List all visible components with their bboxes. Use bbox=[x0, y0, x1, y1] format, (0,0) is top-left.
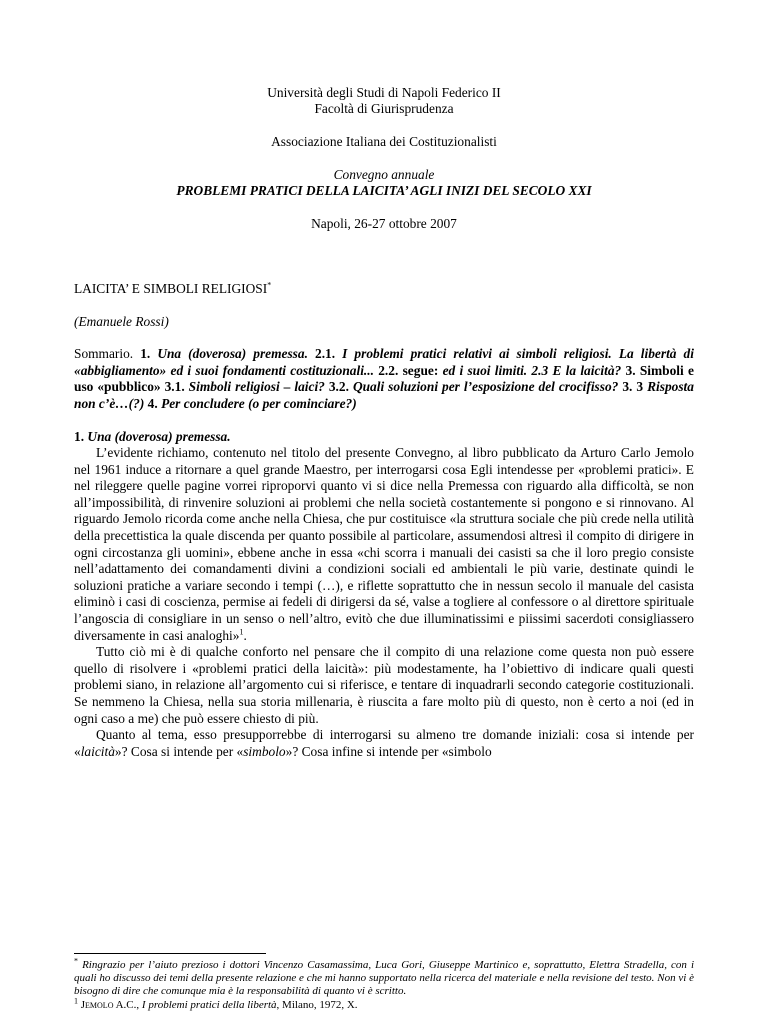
paragraph-text: simbolo bbox=[243, 743, 286, 759]
paragraph-text: L’evidente richiamo, contenuto nel titolo del presente Convegno, al libro pubblicato da Arturo Carlo Jemolo nel 1961 induce a ritornare a quel grande Maestro, per interrogarsi cosa Egli intendesse per «problemi pratici». E nel rileggere quelle pagine vorrei riproporvi quanto vi si dice nella Premessa con riguardo alla difficoltà, se non all’impossibilità, di rinvenire soluzioni ai problemi che nella società costantemente si pongono e si rinnovano. Al riguardo Jemolo ricorda come anche nella Chiesa, che pur costituisce «la struttura sociale che più crede nella utilità della precettistica la quale discenda per quanto possibile al particolare, assumendosi altresì il compito di dirigere in ogni circostanza gli uomini», ebbene anche in essa «chi scorra i manuali dei casisti sa che il loro pregio consiste nell’adattamento dei comandamenti divini a condizioni sociali ed ambientali le più varie, destinate quindi le soluzioni pratiche a variare secondo i tempi (…), e riflette soprattutto che in nessun secolo il manuale del casista eliminò i casi di coscienza, permise ai fedeli di dirigersi da sé, valse a togliere al confessore o al direttore spirituale l’angoscia di consigliare in un senso o nell’altro, evitò che due illuminatissimi e piissimi sacerdoti consigliassero diversamente in casi analoghi» bbox=[74, 445, 694, 643]
faculty-name: Facoltà di Giurisprudenza bbox=[314, 101, 454, 116]
footnotes bbox=[74, 956, 695, 1012]
summary-item: E la laicità? bbox=[552, 362, 622, 378]
footnote-mark: 1 bbox=[74, 995, 78, 1005]
footnote-1 bbox=[74, 995, 694, 1012]
title-footnote-mark: * bbox=[267, 280, 272, 290]
footnote-ref: 1 bbox=[239, 627, 244, 637]
paragraph: Tutto ciò mi è di qualche conforto nel pensare che il compito di una relazione come questa non può essere quello di risolvere i «problemi pratici della laicità»: più modestamente, ha l’obiettivo di indicare quali questi problemi siano, in relazione all’argomento cui si riferisce, e tentare di inquadrarli secondo categorie costituzionali. Se nemmeno la Chiesa, nella sua storia millenaria, è riuscita a fare molto più di questo, non è certo a noi (ed in ogni caso a me) che può essere chiesto di più. bbox=[74, 644, 694, 726]
summary-item-number: 3. bbox=[625, 362, 636, 378]
footnote-text: , Milano, 1972, X. bbox=[276, 998, 358, 1011]
summary-item-number: 4. bbox=[147, 395, 158, 411]
paragraph-text: laicità bbox=[80, 743, 115, 759]
footnote-title: I problemi pratici della libertà bbox=[141, 998, 277, 1011]
footnote-author: Jemolo A.C., bbox=[80, 998, 140, 1011]
event-type: Convegno annuale bbox=[333, 167, 435, 182]
summary-label: Sommario. bbox=[74, 346, 134, 361]
conference-title: PROBLEMI PRATICI DELLA LAICITA’ AGLI INIZI DEL SECOLO XXI bbox=[176, 183, 592, 198]
article-title bbox=[74, 281, 694, 298]
summary-item-number: 3. 3 bbox=[622, 379, 644, 395]
footnote-mark: * bbox=[74, 956, 78, 966]
summary-item: I problemi pratici relativi ai simboli religiosi. La libertà di «abbigliamento» ed i suoi fondamenti costituzionali... bbox=[74, 346, 694, 378]
paragraph-text: . bbox=[243, 627, 247, 643]
paragraph bbox=[74, 727, 694, 760]
summary-item-number: 3.2. bbox=[328, 379, 349, 395]
summary-item: Risposta non c’è…(?) bbox=[74, 379, 694, 411]
paragraph-text: »? Cosa infine si intende per «simbolo bbox=[285, 743, 492, 759]
association-name: Associazione Italiana dei Costituzionalisti bbox=[271, 134, 497, 149]
summary-item-number: 2.3 bbox=[531, 362, 549, 378]
footnote-divider bbox=[74, 953, 266, 954]
university-name: Università degli Studi di Napoli Federico II bbox=[267, 85, 501, 100]
section-title: Una (doverosa) premessa. bbox=[87, 429, 231, 444]
paragraph bbox=[74, 445, 694, 644]
summary-item: Quali soluzioni per l’esposizione del crocifisso? bbox=[352, 379, 619, 395]
summary-item: Simboli religiosi – laici? bbox=[188, 379, 325, 395]
summary-item: Per concludere (o per cominciare?) bbox=[161, 395, 357, 411]
summary bbox=[74, 346, 694, 412]
author-name: (Emanuele Rossi) bbox=[74, 314, 169, 329]
footnote-star bbox=[74, 956, 695, 999]
footnote-text: Ringrazio per l’aiuto prezioso i dottori Vincenzo Casamassima, Luca Gori, Giuseppe Martinico e, soprattutto, Elettra Stradella, con i quali ho discusso dei temi della presente relazione e che mi hanno supportato nella ricerca del materiale e nella revisione del testo. Non vi è bisogno di dire che comunque mia è la responsabilità di quanto vi è scritto. bbox=[74, 959, 695, 998]
section-heading bbox=[74, 429, 694, 446]
paragraph-text: »? Cosa si intende per « bbox=[114, 743, 244, 759]
summary-item-number: 2.2. bbox=[378, 362, 399, 378]
summary-item: segue: bbox=[402, 362, 439, 378]
body-text bbox=[74, 445, 694, 760]
section-number: 1. bbox=[74, 429, 85, 444]
article-title-text: LAICITA’ E SIMBOLI RELIGIOSI bbox=[74, 281, 268, 296]
summary-item: Una (doverosa) premessa. bbox=[157, 346, 308, 361]
place-date: Napoli, 26-27 ottobre 2007 bbox=[311, 216, 457, 231]
summary-item-number: 2.1. bbox=[315, 346, 336, 361]
summary-item: ed i suoi limiti. bbox=[442, 362, 528, 378]
summary-item: Simboli e uso «pubblico» bbox=[74, 362, 694, 395]
paragraph-text: Quanto al tema, esso presupporrebbe di interrogarsi su almeno tre domande iniziali: cosa si intende per « bbox=[74, 727, 694, 759]
summary-item-number: 3.1. bbox=[164, 379, 185, 395]
summary-item-number: 1. bbox=[140, 346, 151, 361]
